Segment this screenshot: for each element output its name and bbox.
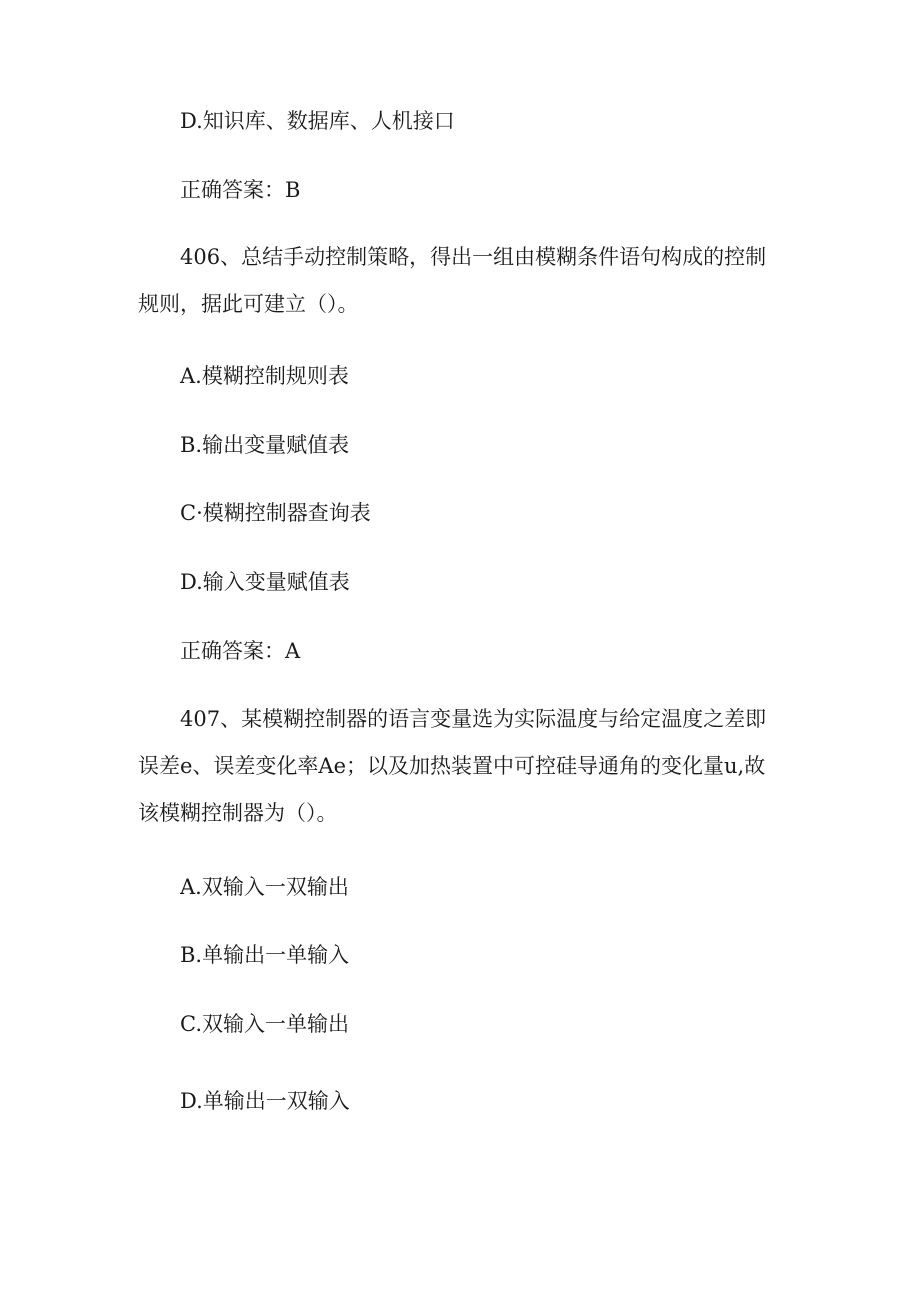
question-407-line-1: 407、某模糊控制器的语言变量选为实际温度与给定温度之差即	[180, 707, 767, 731]
q407-option-b: B.单输出一单输入	[180, 943, 350, 967]
question-406-line-2: 规则，据此可建立（）。	[138, 292, 359, 316]
q406-answer: 正确答案：A	[180, 639, 301, 663]
question-406-line-1: 406、总结手动控制策略，得出一组由模糊条件语句构成的控制	[180, 245, 767, 269]
q406-option-c: C·模糊控制器查询表	[180, 501, 371, 525]
option-d-prev: D.知识库、数据库、人机接口	[180, 109, 455, 133]
q406-option-d: D.输入变量赋值表	[180, 570, 350, 594]
q406-option-b: B.输出变量赋值表	[180, 433, 350, 457]
q407-option-a: A.双输入一双输出	[180, 875, 349, 899]
q407-option-c: C.双输入一单输出	[180, 1012, 349, 1036]
q406-option-a: A.模糊控制规则表	[180, 364, 349, 388]
question-407-line-3: 该模糊控制器为（）。	[138, 801, 338, 825]
q407-option-d: D.单输出一双输入	[180, 1089, 350, 1113]
question-406	[138, 247, 788, 315]
question-407	[138, 709, 788, 824]
answer-prev: 正确答案：B	[180, 178, 301, 202]
question-407-line-2: 误差e、误差变化率Ae；以及加热装置中可控硅导通角的变化量u,故	[138, 754, 766, 778]
